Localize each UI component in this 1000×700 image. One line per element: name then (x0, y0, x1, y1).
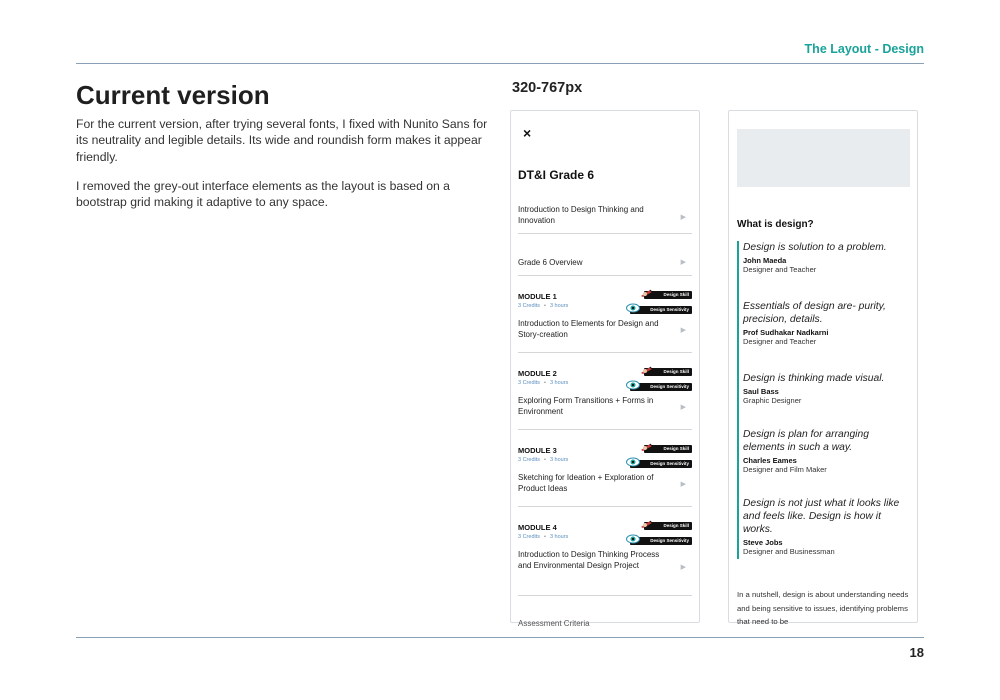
quote-text: Design is plan for arranging elements in such a way. (743, 429, 869, 453)
menu-item-overview[interactable] (518, 234, 692, 276)
pencil-hand-icon (640, 365, 654, 375)
module-credits: 3 Credits (518, 534, 541, 540)
chevron-right-icon: ▶ (680, 481, 686, 488)
module-name: MODULE 4 (518, 523, 557, 532)
dot-separator: • (544, 457, 546, 463)
close-icon[interactable]: × (523, 125, 532, 141)
menu-item-module-1[interactable] (518, 276, 692, 353)
quote-block (743, 300, 913, 347)
design-sensitivity-badge: Design Sensitivity (630, 537, 692, 545)
design-skill-badge: Design Skill (644, 368, 692, 376)
pencil-hand-icon (640, 442, 654, 452)
page-number: 18 (909, 645, 924, 660)
module-meta (518, 534, 568, 540)
module-meta (518, 303, 568, 309)
design-sensitivity-badge: Design Sensitivity (630, 383, 692, 391)
quote-role: Graphic Designer (743, 396, 802, 405)
module-title: Exploring Form Transitions + Forms in Environment (518, 396, 654, 416)
module-hours: 3 hours (549, 534, 569, 540)
dot-separator: • (544, 534, 546, 540)
page-title: Current version (76, 80, 270, 110)
module-name: MODULE 1 (518, 292, 557, 301)
module-badges (626, 520, 692, 548)
design-skill-badge: Design Skill (644, 522, 692, 530)
quote-author: Steve Jobs (743, 538, 783, 547)
module-credits: 3 Credits (518, 380, 541, 386)
quote-block (743, 241, 913, 275)
menu-item-module-2[interactable] (518, 353, 692, 430)
design-sensitivity-badge: Design Sensitivity (630, 460, 692, 468)
intro-paragraph-1: For the current version, after trying several fonts, I fixed with Nunito Sans for its neutrality and legible details. Its wide and roundish form makes it appear friendly. (76, 117, 488, 164)
quote-author: Charles Eames (743, 456, 797, 465)
menu-item-assessment[interactable]: Assessment Criteria (518, 619, 590, 628)
quote-author: John Maeda (743, 256, 787, 265)
top-rule (76, 63, 924, 64)
mobile-menu-mockup (510, 110, 700, 628)
intro-paragraph-2: I removed the grey-out interface elements as the layout is based on a bootstrap grid making it adaptive to any space. (76, 179, 450, 210)
chevron-right-icon: ▶ (680, 214, 686, 221)
dot-separator: • (544, 303, 546, 309)
module-badges (626, 443, 692, 471)
module-meta (518, 457, 568, 463)
menu-item-intro[interactable] (518, 201, 692, 234)
design-page-mockup (728, 110, 918, 626)
chevron-right-icon: ▶ (680, 327, 686, 334)
quote-text: Design is solution to a problem. (743, 242, 887, 253)
chevron-right-icon: ▶ (680, 404, 686, 411)
hero-image-placeholder (737, 129, 910, 187)
module-badges (626, 289, 692, 317)
quote-author: Prof Sudhakar Nadkarni (743, 328, 829, 337)
breakpoint-label: 320-767px (512, 80, 583, 96)
module-hours: 3 hours (549, 303, 569, 309)
design-skill-badge: Design Skill (644, 445, 692, 453)
summary-text: In a nutshell, design is about understanding needs and being sensitive to issues, identifying problems that need to be (737, 590, 909, 626)
module-title: Introduction to Elements for Design and Story-creation (518, 319, 659, 339)
module-hours: 3 hours (549, 457, 569, 463)
menu-item-module-4[interactable] (518, 507, 692, 596)
module-name: MODULE 3 (518, 446, 557, 455)
eye-icon (626, 457, 640, 467)
eye-icon (626, 303, 640, 313)
quote-role: Designer and Businessman (743, 547, 835, 556)
grade-title: DT&I Grade 6 (518, 168, 595, 182)
dot-separator: • (544, 380, 546, 386)
module-title: Introduction to Design Thinking Process and Environmental Design Project (518, 550, 660, 570)
quote-block (743, 372, 913, 406)
quote-text: Design is thinking made visual. (743, 373, 885, 384)
quote-role: Designer and Film Maker (743, 465, 827, 474)
quote-role: Designer and Teacher (743, 337, 817, 346)
design-skill-badge: Design Skill (644, 291, 692, 299)
bottom-rule (76, 637, 924, 638)
quote-accent-bar (737, 241, 739, 559)
quote-text: Essentials of design are- purity, precision, details. (743, 301, 886, 325)
module-name: MODULE 2 (518, 369, 557, 378)
pencil-hand-icon (640, 519, 654, 529)
module-credits: 3 Credits (518, 303, 541, 309)
chevron-right-icon: ▶ (680, 564, 686, 571)
module-title: Sketching for Ideation + Exploration of Product Ideas (518, 473, 654, 493)
menu-item-title: Introduction to Design Thinking and Innovation (518, 205, 644, 225)
menu-item-module-3[interactable] (518, 430, 692, 507)
section-label: The Layout - Design (804, 42, 924, 56)
chevron-right-icon: ▶ (680, 259, 686, 266)
quote-role: Designer and Teacher (743, 265, 817, 274)
quote-text: Design is not just what it looks like and feels like. Design is how it works. (743, 498, 900, 535)
pencil-hand-icon (640, 288, 654, 298)
design-sensitivity-badge: Design Sensitivity (630, 306, 692, 314)
section-heading: What is design? (737, 219, 814, 230)
eye-icon (626, 380, 640, 390)
menu-list (518, 201, 692, 596)
quote-block (743, 428, 913, 475)
quote-author: Saul Bass (743, 387, 779, 396)
module-badges (626, 366, 692, 394)
module-meta (518, 380, 568, 386)
menu-item-title: Grade 6 Overview (518, 258, 583, 267)
module-credits: 3 Credits (518, 457, 541, 463)
module-hours: 3 hours (549, 380, 569, 386)
quote-block (743, 497, 913, 557)
eye-icon (626, 534, 640, 544)
